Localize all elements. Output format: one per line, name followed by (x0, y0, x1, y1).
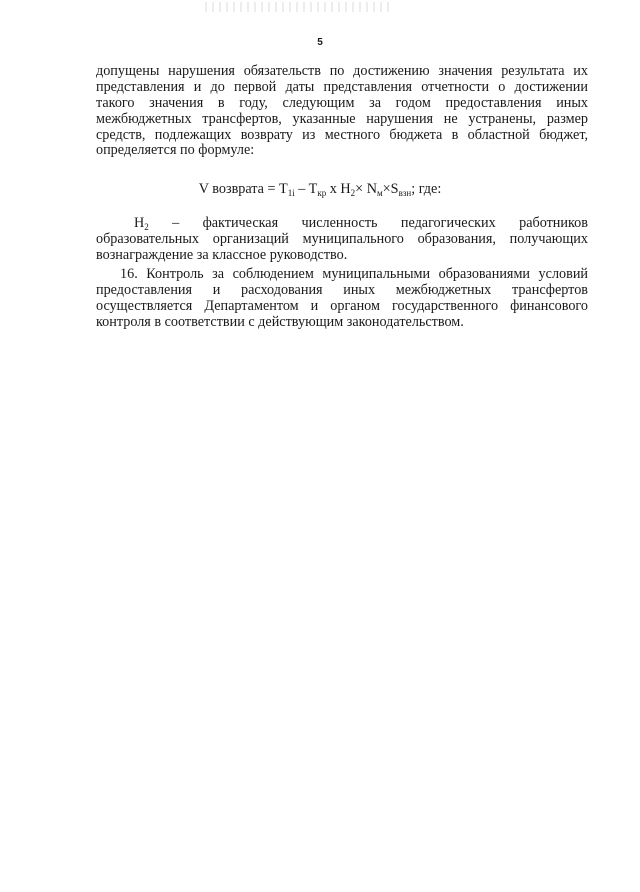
formula-sub-n: м (376, 188, 383, 198)
text-line: предоставления и расходования иных межбюджетных трансфертов (96, 281, 588, 298)
text-line: межбюджетных трансфертов, указанные нарушения не устранены, размер (96, 110, 588, 127)
formula-lhs: V возврата = T (198, 181, 288, 197)
symbol-letter: H (134, 215, 145, 231)
text-line: осуществляется Департаментом и органом государственного финансового (96, 297, 588, 314)
refund-formula (0, 181, 640, 201)
text-line: средств, подлежащих возврату из местного бюджета в областной бюджет, (96, 126, 588, 143)
formula-sub-s: взн (398, 188, 412, 198)
text-line: вознаграждение за классное руководство. (96, 246, 348, 263)
text-line: образовательных организаций муниципального образования, получающих (96, 230, 588, 247)
formula-times-h: x H (326, 181, 351, 197)
definition-dash: – (172, 215, 180, 231)
definition-word: педагогических (400, 215, 496, 231)
formula-sub-h: 2 (350, 188, 356, 198)
formula-minus: – T (294, 181, 318, 197)
text-line: определяется по формуле: (96, 142, 255, 159)
formula-times-s: ×S (382, 181, 399, 197)
formula-sub-t: 1i (287, 188, 295, 198)
text-line: контроля в соответствии с действующим законодательством. (96, 313, 464, 330)
definition-word: фактическая (202, 215, 279, 231)
definition-word: численность (301, 215, 378, 231)
text-line: 16. Контроль за соблюдением муниципальными образованиями условий (120, 266, 588, 282)
text-line: такого значения в году, следующим за годом предоставления иных (96, 94, 588, 111)
text-line: допущены нарушения обязательств по достижению значения результата их (96, 63, 588, 79)
definition-symbol (134, 216, 149, 232)
paragraph-violation-terms (96, 64, 588, 159)
formula-sub-tkr: кр (317, 188, 327, 198)
page-number: 5 (317, 37, 323, 48)
definition-first-line (96, 216, 588, 232)
formula-times-n: × N (355, 181, 377, 197)
symbol-subscript: 2 (144, 222, 149, 232)
formula-tail: ; где: (411, 181, 442, 197)
definition-word: работников (519, 215, 588, 231)
paragraph-16-control (96, 267, 588, 331)
paragraph-h2-definition (96, 216, 588, 264)
scan-artifact (205, 2, 390, 12)
text-line: представления и до первой даты представления отчетности о достижении (96, 78, 588, 95)
